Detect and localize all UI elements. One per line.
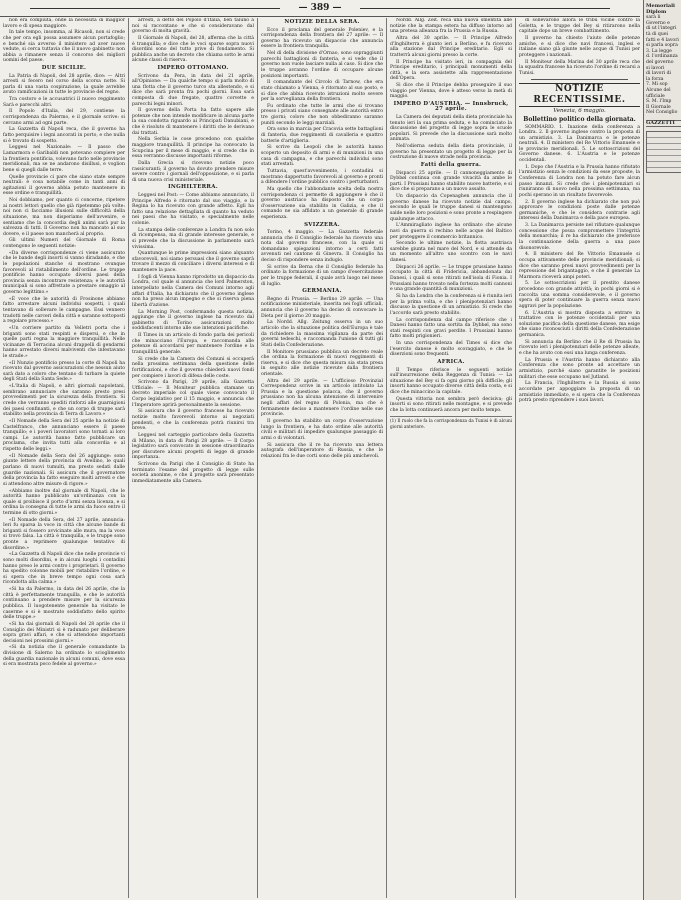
article-paragraph: 4. Il ministero del Re Vittorio Emanuele si occupa attivamente delle provincie meridionali; si dice che saranno presi nuovi provvedimenti per la repressione del brigantaggio, e che il generale La Marmora riceverà ampi poteri. bbox=[519, 252, 640, 280]
article-paragraph: Si assicura che il re ha ricevuto una lettera autografa dell'imperatore di Russia, e che le relazioni fra le due corti sono delle più amichevoli. bbox=[261, 442, 383, 459]
article-paragraph: «Si ha da Palermo, in data del 26 aprile, che la città è perfettamente tranquilla, e che le autorità continuano a prendere misure per la sicurezza pubblica. Il luogotenente generale ha visitato le caserme e si è mostrato soddisfatto dello spirito delle truppe.» bbox=[3, 587, 125, 621]
edge-line: tà di quei bbox=[646, 31, 669, 37]
article-paragraph: La stampa delle conferenze a Londra fu non solo di ricompensa, ma di grande interesse generale, e si prevede che la discussione in parlamento sarà vivissima. bbox=[132, 227, 254, 250]
article-paragraph: Nordd. Allg. Zeit. reca una nuova smentita alle notizie che la stampa estera ha diffuso intorno ad una pretesa alleanza fra la Prussia e la Russia. bbox=[390, 18, 512, 35]
article-paragraph: «Il Nunzio pontificio presso la corte di Napoli ha ricevuto dal governo assicurazioni che nessun aiuto sarà dato a coloro che tentano di turbare la quiete degli Stati della Santa Sede.» bbox=[3, 360, 125, 383]
edge-line: fatti e 4 lavori bbox=[646, 37, 679, 43]
article-paragraph: «L'Italia di Napoli, e altri giornali napoletani, sembrano annunciare che saranno presto presi provvedimenti per la sicurezza della frontiera. Si crede che verranno spediti rinforzi alle guarnigioni dei paesi confinanti, e che un corpo di truppe sarà stabilito nella provincia di Terra di Lavoro.» bbox=[3, 384, 125, 418]
article-paragraph: Nella Serbia le cose procedono con qualche maggiore tranquillità. Il principe ha convocato la Scupcina per il mese di maggio, e si crede che in essa verranno discusse importanti riforme. bbox=[132, 137, 254, 160]
article-paragraph: arresti, a detto del Popolo d'Italia, ben taluno a noi si raccontano e che si consideravano dal governo di molta gravità. bbox=[132, 18, 254, 35]
article-paragraph: Il comandante del Circolo di Tarnow, che era stato chiamato a Vienna, è ritornato al suo posto, e si dice che abbia ricevuto istruzioni molto severe per la sorveglianza della frontiera. bbox=[261, 80, 383, 103]
section-heading: NOTIZIE DELLA SERA. bbox=[284, 19, 360, 25]
article-paragraph: di sollevarono allora le tribù vicine contro la Goletta, e le truppe del Bey si ritirarono nella capitale dopo un breve combattimento. bbox=[519, 18, 640, 35]
column-1 bbox=[0, 18, 128, 898]
article-paragraph: La Camera dei deputati della dieta provinciale ha tenuto ieri la sua prima seduta, e ha cominciato la discussione del progetto di legge sopra le scuole popolari. Si prevede che la discussione sarà molto animata. bbox=[390, 115, 512, 143]
page-folio bbox=[0, 0, 640, 17]
article-paragraph: 1. Dopo che l'Austria e la Prussia hanno rifiutato l'armistizio senza le condizioni da esse proposte, la Conferenza di Londra non ha potuto fare alcun passo innanzi. Si crede che i plenipotenziari si riuniranno di nuovo nella prossima settimana, ma pochi sperano in un risultato favorevole. bbox=[519, 164, 640, 198]
column-5 bbox=[516, 18, 643, 898]
edge-line: del governo bbox=[646, 59, 674, 65]
edge-gazzetta-heading: GAZZETTI bbox=[646, 120, 681, 128]
article-paragraph: «Un corriere partito da Velletri porta che i briganti sono stati respinti e dispersi, e che in quelle parti regna la maggiore tranquillità. Nelle vicinanze di Terracina alcuni drappelli di gendarmi hanno arrestato diversi malviventi che infestavano le strade.» bbox=[3, 325, 125, 359]
article-paragraph: Scrivono da Pera, in data del 21 aprile, all'Opinione: — Da qualche tempo si parla molto di una flotta che il governo turco sta allestendo, e si dice che sarà pronta fra pochi giorni. Essa sarà composta di due fregate, quattro corvette e parecchi legni minori. bbox=[132, 73, 254, 107]
article-paragraph: Si scrive da Leopoli che le autorità hanno scoperto un deposito di armi e di munizioni in una casa di campagna, e che parecchi individui sono stati arrestati. bbox=[261, 145, 383, 168]
section-heading: GERMANIA. bbox=[302, 288, 342, 295]
article-paragraph: Nel dì della divisione d'Ornao, sono sopraggiunti parecchi battaglioni di fanteria, e si vede che il governo non vuole lasciare nulla al caso. Si dice che le truppe avranno l'ordine di occupare alcune posizioni importanti. bbox=[261, 51, 383, 79]
notizie-recentissime-heading: NOTIZIE RECENTISSIME. bbox=[519, 83, 640, 107]
section-heading: INGHILTERRA. bbox=[168, 184, 218, 191]
article-paragraph: Ma quello che l'abbondante scelta della nostra corrispondenza ci permette di aggiungere è che il governo austriaco ha disposto che un corpo d'osservazione sia stabilito in Galizia, e che il comando ne sia affidato a un generale di grande esperienza. bbox=[261, 186, 383, 220]
article-paragraph: 6. L'Austria si mostra disposta a entrare in trattative con le potenze occidentali per una soluzione pacifica della questione danese, ma esige che siano riconosciuti i diritti della Confederazione germanica. bbox=[519, 310, 640, 338]
edge-line: Alcune del bbox=[646, 87, 671, 93]
article-paragraph: Il Popolo d'Italia, del 29, contiene la corrispondenza da Palermo, e il giornale scrive: si cercano armi ad ogni parte. bbox=[3, 109, 125, 126]
edge-line: 7. Mi sop bbox=[646, 82, 668, 88]
article-paragraph: «Si da notizia che il generale comandante la divisione di Salerno ha ordinato lo scioglimento della guardia nazionale in alcuni comuni, dove essa si era mostrata poco fedele al governo.» bbox=[3, 645, 125, 668]
dateline: Venezia, 6 maggio. bbox=[553, 108, 606, 115]
article-paragraph: Leggesi nel carteggio particolare della Gazzetta di Milano, in data di Parigi 28 aprile: — Il Corpo legislativo sarà convocato in sessione straordinaria per discutere alcuni progetti di legge di grande importanza. bbox=[132, 433, 254, 461]
folio-rule-left bbox=[30, 8, 280, 9]
article-paragraph: In una corrispondenza del Times si dice che l'esercito danese è molto scoraggiato, e che le diserzioni sono frequenti. bbox=[390, 341, 512, 358]
article-paragraph: Il Moniteur della Marina del 30 aprile reca che la squadra francese ha ricevuto l'ordine di recarsi a Tunisi. bbox=[519, 59, 640, 76]
article-paragraph: Nell'odierna seduta della dieta provinciale, il governo ha presentato un progetto di legge per la costruzione di nuove strade nella provincia. bbox=[390, 144, 512, 161]
article-paragraph: Altra del 29 aprile. — L'ufficioso Provinzial Correspondenz scrive in un articolo intitolato La Prussia e la questione polacca, che il governo prussiano non ha alcuna intenzione di intervenire negli affari del regno di Polonia, ma che è fermamente deciso a mantenere l'ordine nelle sue provincie. bbox=[261, 378, 383, 418]
edge-line: Il Giornale bbox=[646, 104, 671, 110]
article-paragraph: Si scrive da Berna che il Consiglio federale ha ordinato la formazione di un campo d'esercitazione per le truppe federali, il quale avrà luogo nel mese di luglio. bbox=[261, 264, 383, 287]
section-heading: IMPERO D'AUSTRIA. — Innsbruck, 27 aprile. bbox=[393, 100, 509, 113]
article-paragraph: Tuttavia, quest'avvenimento, i contadini si mostrano dappertutto favorevoli al governo e pronti a difendere l'ordine pubblico contro i perturbatori. bbox=[261, 168, 383, 186]
section-heading: AFRICA. bbox=[437, 358, 465, 365]
article-paragraph: «È voce che le autorità di Frosinone abbiano fatto arrestare alcuni individui sospetti, i quali tentavano di sollevare le campagne. Essi vennero tradotti nelle carceri della città e saranno sottoposti a regolare processo.» bbox=[3, 296, 125, 325]
edge-line: ufficiale bbox=[646, 93, 665, 99]
folio-rule-right bbox=[360, 8, 610, 9]
edge-line: di ut l'integri bbox=[646, 26, 677, 32]
article-paragraph: La Patria di Napoli, del 28 aprile, dice: — Altri arresti si fecero nel corso della scorsa notte. Si parla di una vasta cospirazione, la quale avrebbe avuto ramificazioni in tutte le provincie del regno. bbox=[3, 73, 125, 96]
article-paragraph: Il Tempo riferisce le seguenti notizie sull'insurrezione della Reggenza di Tunisi: — La situazione del Bey si fa ogni giorno più difficile; gli insorti hanno occupato diverse città della costa, e si dice che minaccino la capitale. bbox=[390, 367, 512, 395]
column-4 bbox=[387, 18, 515, 898]
article-paragraph: «Abbiamo inoltre dal giornale di Napoli, che le autorità hanno pubblicato un'ordinanza con la quale si proibisce il porto d'armi senza licenza, e si ordina la consegna di tutte le armi da fuoco entro il termine di otto giorni.» bbox=[3, 488, 125, 516]
edge-heading: Memoriali Diplom bbox=[646, 3, 675, 15]
page-number: — 389 — bbox=[298, 3, 342, 13]
article-paragraph: Si assicura che il governo francese ha ricevuto notizie molto favorevoli intorno ai negoziati pendenti, e che la conferenza potrà riunirsi tra breve. bbox=[132, 409, 254, 432]
article-paragraph: Ecco il proclama del generale Poleniev, e la corrispondenza della frontiera del 27 aprile: — Il governo ha ricevuto un dispaccio che annuncia essere la frontiera tranquilla. bbox=[261, 27, 383, 50]
article-paragraph: «Si ha dai giornali di Napoli del 28 aprile che il Consiglio dei Ministri si è radunato per deliberare sopra gravi affari, e che si attendono importanti decisioni nei prossimi giorni.» bbox=[3, 621, 125, 644]
article-paragraph: Altra del 30 aprile. — Il Principe Alfredo d'Inghilterra è giunto ieri a Berlino, e fu ricevuto alla stazione dal Principe ereditario. Egli si tratterrà alcuni giorni presso la corte. bbox=[390, 35, 512, 58]
column-2 bbox=[129, 18, 257, 898]
article-paragraph: In tale tempo, insomma, al Ricasoli, non si crede che per ora egli possa assumere alcun portafoglio; e benché sia avverso il ministero ad aver nuove vedute, si cerca tuttavia che il nuovo gabinetto non abbia a rimanere senza il concorso dei migliori uomini del paese. bbox=[3, 30, 125, 64]
article-paragraph: 3. La Danimarca persiste nel rifiutare qualunque concessione che possa compromettere l'integrità della monarchia; il re ha dichiarato che preferisce la continuazione della guerra a una pace disonorevole. bbox=[519, 223, 640, 251]
edge-line: si lavori bbox=[646, 65, 665, 71]
edge-line: si parla sopra bbox=[646, 43, 678, 49]
article-paragraph: La Nordd. Allg. Zeitung osserva in un suo articolo che la situazione politica dell'Europa è tale da richiedere la massima vigilanza da parte dei governi tedeschi, e raccomanda l'unione di tutti gli Stati della Confederazione. bbox=[261, 320, 383, 348]
article-paragraph: Questa vittoria non sembra però decisiva; gli insorti si sono ritirati nelle montagne, e si prevede che la lotta continuerà ancora per molto tempo. bbox=[390, 396, 512, 413]
edge-line: sarà li Governo e bbox=[646, 15, 670, 26]
article-paragraph: Ora sono in marcia per Cracovia sette battaglioni di fanteria, due reggimenti di cavalleria e quattro batterie d'artiglieria. bbox=[261, 127, 383, 144]
article-paragraph: Scrivono da Parigi che il Consiglio di Stato ha terminato l'esame del progetto di legge sulle società anonime, e che il progetto sarà presentato immediatamente alla Camera. bbox=[132, 462, 254, 484]
article-paragraph: Il Times in un articolo di fondo parla dei pericoli che minacciano l'Europa, e raccomanda alle potenze di accordarsi per mantenere l'ordine e la tranquillità generale. bbox=[132, 333, 254, 355]
article-paragraph: I fogli di Vienna hanno riprodotto un dispaccio da Londra, col quale si annuncia che lord Palmerston, interpellato nella Camera dei Comuni intorno agli affari d'Italia, ha dichiarato che il governo inglese non ha preso alcun impegno e che si riserva piena libertà d'azione. bbox=[132, 274, 254, 308]
article-paragraph: La Prussia e l'Austria hanno dichiarato alla Conferenza che sono pronte ad accettare un armistizio, purché siano garantite le posizioni militari che esse occupano nel Jutland. bbox=[519, 357, 640, 380]
section-heading: DUE SICILIE. bbox=[41, 64, 87, 71]
article-paragraph: «Il Nomade della Sera del 25 aprile ha notizie di Castelfranco, che annunciano essere il paese tranquillo; e i poveri lavoratori sono tornati ai loro campi. Le autorità hanno fatto pubblicare un proclama, che invita tutti alla concordia e al rispetto delle leggi.» bbox=[3, 419, 125, 452]
article-paragraph: La Morning Post, confermando questa notizia, aggiunge che il governo inglese ha ricevuto dal gabinetto di Torino assicurazioni molto soddisfacenti intorno alle sue intenzioni pacifiche. bbox=[132, 309, 254, 332]
edge-line: S. M. l'Imp bbox=[646, 99, 672, 105]
edge-line: la forza bbox=[646, 76, 664, 82]
article-paragraph: Si annuncia da Berlino che il Re di Prussia ha ricevuto ieri i plenipotenziari delle potenze alleate, e che ha avuto con essi una lunga conferenza. bbox=[519, 339, 640, 356]
article-paragraph: 2. Il governo inglese ha dichiarato che non può approvare le condizioni poste dalle potenze germaniche, e che le considera contrarie agli interessi della Danimarca e della pace europea. bbox=[519, 199, 640, 222]
article-paragraph: La Francia, l'Inghilterra e la Russia si sono accordate per appoggiare la proposta di un armistizio immediato, e si spera che la Conferenza potrà presto riprendere i suoi lavori. bbox=[519, 381, 640, 404]
article-paragraph: Il Giornale di Napoli, del 28, afferma che la città è tranquilla; e dice che le voci sparse sopra nuovi disordini sono del tutto prive di fondamento. Si pubblica anche un decreto che chiama sotto le armi alcune classi di riserva. bbox=[132, 35, 254, 64]
article-paragraph: Gli ultimi Numeri del Giornale di Roma contengono le seguenti notizie: bbox=[3, 238, 125, 250]
article-paragraph: Il Principe ha visitato ieri, in compagnia del Principe ereditario, i principali monumenti della città, e la sera assistette alla rappresentazione dell'Opera. bbox=[390, 59, 512, 82]
section-heading: IMPERO OTTOMANO. bbox=[157, 64, 229, 71]
article-paragraph: 5. Le sottoscrizioni per il prestito danese procedono con grande attività; in pochi giorni si è raccolta una somma considerevole, e il governo spera di poter continuare la guerra senza nuovi aggravi per la popolazione. bbox=[519, 281, 640, 309]
edge-line: d. l'ordinanza bbox=[646, 54, 678, 60]
article-paragraph: Quelle provincie ci pare che siano state sempre neutrali: è cosa notabile come in tanti anni di agitazioni il governo abbia potuto mantenere in esse ordine e tranquillità. bbox=[3, 174, 125, 197]
article-paragraph: non era compiuta, onde la necessità di maggior lavoro e di spesa maggiore. bbox=[3, 18, 125, 29]
article-paragraph: Leggesi nel Post: — Come abbiamo annunciato, il Principe Alfredo è ritornato dal suo viaggio, e la Regina lo ha ricevuto con grande affetto. Egli ha fatto una relazione dettagliata di quanto ha veduto nei paesi che ha visitato, e specialmente nelle colonie. bbox=[132, 192, 254, 226]
article-paragraph: Dispacci 26 aprile. — Le truppe prussiane hanno occupato la città di Fridericia, abbandonata dai Danesi, i quali si sono ritirati nell'isola di Fionia. I Prussiani hanno trovato nella fortezza molti cannoni e una grande quantità di munizioni. bbox=[390, 264, 512, 293]
article-paragraph: Dalla Grecia si ricevono notizie poco rassicuranti; il governo ha dovuto prendere misure severe contro i giornali dell'opposizione, e si parla di una nuova crisi ministeriale. bbox=[132, 161, 254, 183]
article-paragraph: L'Ammiragliato inglese ha ordinato che alcune navi da guerra si rechino nelle acque del Baltico per proteggere il commercio britannico. bbox=[390, 223, 512, 240]
column-3 bbox=[258, 18, 386, 898]
article-paragraph: Regno di Prussia. — Berlino 29 aprile. — Una notificazione ministeriale, inserita nei fogli ufficiali, annuncia che il governo ha deciso di convocare la Dieta per il giorno 20 maggio. bbox=[261, 296, 383, 319]
article-paragraph: Scrivono da Parigi, 29 aprile, alla Gazzetta Ufficiale: — Il Moniteur pubblica stamane un decreto imperiale col quale viene convocato il Corpo legislativo per il 15 maggio, e annuncia che l'Imperatore aprirà personalmente la sessione. bbox=[132, 380, 254, 408]
article-paragraph: Tra costoro e le accusatrici il nuovo reggimento Sarà e parecchi altri. bbox=[3, 97, 125, 108]
article-paragraph: «La Gazzetta di Napoli dice che nelle provincie vi sono molti disordini, e in alcuni luoghi i contadini hanno preso le armi contro i proprietari. Il governo ha spedito colonne mobili per ristabilire l'ordine, e si spera che in breve tempo ogni cosa sarà ricondotta alla calma.» bbox=[3, 552, 125, 586]
article-paragraph: Il Monitore prussiano pubblica un decreto reale che ordina la formazione di nuovi reggimenti di riserva, e si dice che questa misura sia stata presa in seguito alle notizie ricevute dalla frontiera orientale. bbox=[261, 349, 383, 377]
bollettino-heading: Bollettino politico della giornata. bbox=[523, 115, 636, 123]
footnote: (1) Il ruolo che fa la corrispondenza da Tunisi è di alcuni giorni anteriore. bbox=[390, 418, 512, 430]
article-paragraph: Noi dobbiamo, per quanto ci concerne, ripetere ai nostri lettori quello che già ripetemmo più volte: noi non ci facciamo illusioni sulle difficoltà della situazione, ma non disperiamo dell'avvenire, e sentiamo che la concordia degli animi sarà pur la salvezza di tutti. Il Governo non ha mancato al suo dovere, e il paese non mancherà al proprio. bbox=[3, 198, 125, 237]
article-paragraph: Un dispaccio da Copenaghen annuncia che il governo danese ha ricevuto notizie dal campo, secondo le quali le truppe danesi si mantengono salde nelle loro posizioni e sono pronte a respingere qualunque attacco. bbox=[390, 194, 512, 222]
article-paragraph: Quantunque le prime impressioni siano alquanto sfavorevoli, noi siamo persuasi che il governo saprà trovare il mezzo di conciliare i diversi interessi e di mantenere la pace. bbox=[132, 251, 254, 274]
article-paragraph: Il governo della Porta ha fatto sapere alle potenze che non intende modificare in alcuna parte la sua condotta riguardo ai Principati Danubiani, e che è risoluto di mantenere i diritti che le derivano dai trattati. bbox=[132, 108, 254, 136]
article-paragraph: La Gazzetta di Napoli reca, che il governo ha fatto perquisire i legni ancorati in porto, e che nulla si è trovato di sospetto. bbox=[3, 127, 125, 144]
article-paragraph: «Da diverse corrispondenze ci viene assicurato che le bande degli insorti si vanno diradando, e che le popolazioni stanche si mostrano ovunque favorevoli al ristabilimento dell'ordine. Le truppe pontificie hanno occupato diversi paesi della provincia senza incontrare resistenza; e le autorità municipali si sono affrettate a prestare omaggio al governo legittimo.» bbox=[3, 250, 125, 295]
article-paragraph: SOMMARIO. 1. Inazione della conferenza a Londra. 2. Il governo inglese contro la proposta di un armistizio. 3. La Danimarca e le potenze neutrali. 4. Il ministero del Re Vittorio Emanuele e le provincie meridionali. 5. Le sottoscrizioni del Governo danese. 6. L'Austria e le potenze occidentali. bbox=[519, 124, 640, 164]
section-heading: SVIZZERA. bbox=[304, 221, 340, 228]
article-paragraph: Leggesi nel Nazionale: — Il passo che Lamarmora e Garibaldi non potevano compiere per la frontiera pontificia, volevano farlo nelle provincie meridionali, ma se ne andarono disillusi, e voglion bene si quegli dalle terre. bbox=[3, 145, 125, 173]
article-paragraph: Il governo ha chiesto l'aiuto delle potenze amiche, e si dice che navi francesi, inglesi e italiane siano già giunte nelle acque di Tunisi per proteggere i nazionali. bbox=[519, 35, 640, 58]
article-paragraph: La corrispondenza dal campo riferisce che i Danesi hanno fatto una sortita da Dybbøl, ma sono stati respinti con gravi perdite. I Prussiani hanno fatto molti prigionieri. bbox=[390, 317, 512, 340]
article-paragraph: Torino, 4 maggio. — La Gazzetta federale annuncia che il Consiglio federale ha ricevuto una nota dal governo francese, con la quale si domandano spiegazioni intorno a certi fatti avvenuti nel cantone di Ginevra. Il Consiglio ha deciso di rispondere senza indugio. bbox=[261, 230, 383, 264]
article-paragraph: Fu ordinato che tutte le armi che si trovano presso i privati siano consegnate alle autorità entro tre giorni; coloro che non obbediranno saranno puniti secondo le leggi marziali. bbox=[261, 103, 383, 126]
edge-line: Nel Consiglio bbox=[646, 110, 678, 116]
article-paragraph: «Il Nomade della Sera del 26 aggiunge: sono giunte lettere della provincia di Avellino, le quali parlano di nuovi tumulti, ma presto sedati dalle guardie nazionali. Si assicura che il governatore della provincia ha fatto eseguire molti arresti e che si attendono altre misure di rigore.» bbox=[3, 453, 125, 487]
article-paragraph: Secondo le ultime notizie, la flotta austriaca sarebbe giunta nel mare del Nord, e si attende da un momento all'altro uno scontro con le navi danesi. bbox=[390, 241, 512, 264]
edge-line: 3. La legge bbox=[646, 48, 672, 54]
article-paragraph: Si dice che il Principe debba proseguire il suo viaggio per Vienna, dove è atteso verso la metà di maggio. bbox=[390, 83, 512, 100]
article-paragraph: «Il Nomade della Sera, del 27 aprile, annuncia: Ieri fu sparsa la voce in città che alcune bande di briganti si fossero avvicinate alle mura, ma la voce si trovò falsa. La città è tranquilla, e le truppe sono pronte a reprimere qualunque tentativo di disordine.» bbox=[3, 517, 125, 551]
edge-table bbox=[646, 131, 681, 173]
adjacent-page-edge bbox=[643, 0, 681, 900]
article-paragraph: Si crede che la Camera dei Comuni si occuperà nella prossima settimana della questione delle fortificazioni, e che il governo chiederà nuovi fondi per compiere i lavori di difesa delle coste. bbox=[132, 356, 254, 379]
edge-text bbox=[646, 15, 681, 116]
section-heading: Fatti della guerra. bbox=[420, 162, 482, 168]
edge-line: di lavori di bbox=[646, 71, 671, 77]
article-paragraph: Dispacci 25 aprile. — Il cannoneggiamento di Dybbøl continua con grande vivacità da ambe le parti. I Prussiani hanno stabilito nuove batterie, e si dice che si preparano a un nuovo assalto. bbox=[390, 170, 512, 193]
section-separator bbox=[531, 79, 628, 80]
article-paragraph: Il governo ha stabilito un corpo d'osservazione lungo la frontiera, e ha dato ordine alle autorità civili e militari di impedire qualunque passaggio di armi o di volontari. bbox=[261, 419, 383, 441]
article-paragraph: Si ha da Londra che la conferenza si è riunita ieri per la prima volta, e che i plenipotenziari hanno discusso la questione di un armistizio. Si crede che l'accordo sarà presto stabilito. bbox=[390, 294, 512, 316]
